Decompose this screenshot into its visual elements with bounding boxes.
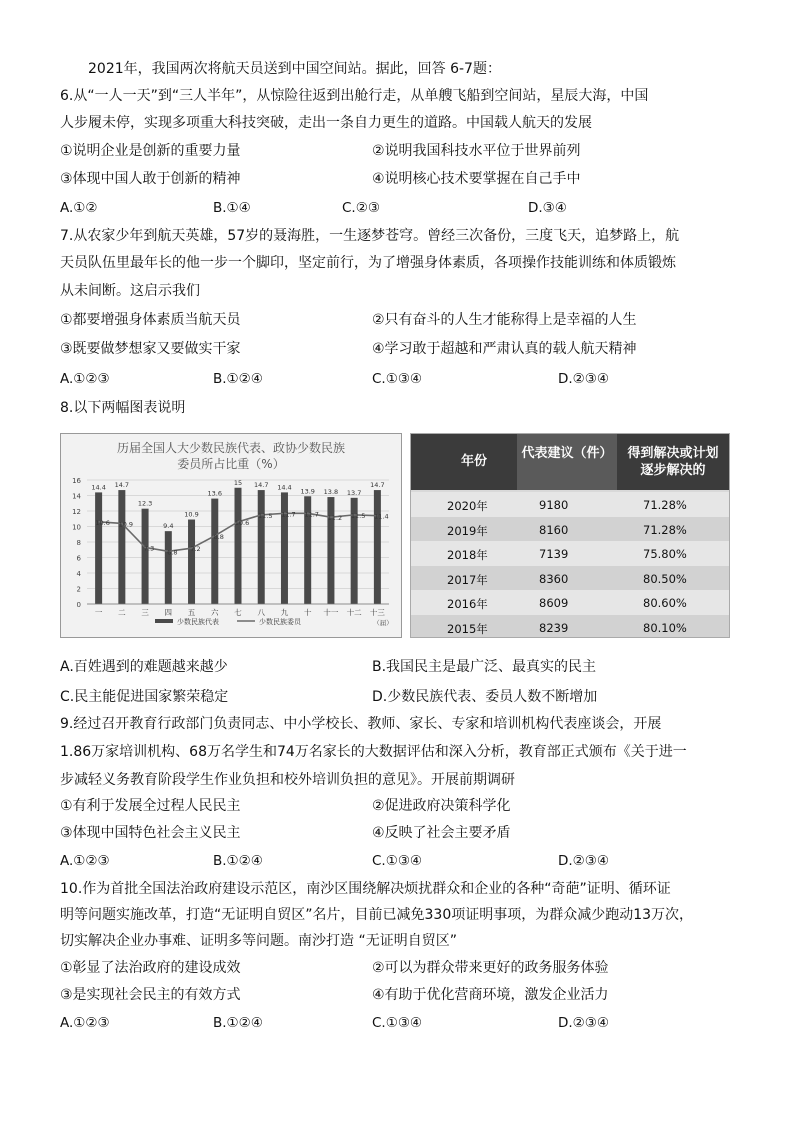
q7-stem-line-1: 7.从农家少年到航天英雄，57岁的聂海胜，一生逐梦苍穹。曾经三次备份，三度飞天，追梦路上，航 xyxy=(60,228,680,244)
bar-4 xyxy=(165,531,172,604)
ethnic-minority-chart xyxy=(60,433,402,638)
table-cell: 2019年 xyxy=(447,523,488,538)
q6-choice-d[interactable]: D.③④ xyxy=(528,200,567,216)
y-tick-label: 12 xyxy=(72,508,81,516)
q10-stem-line-3: 切实解决企业办事难、证明多等问题。南沙打造 “无证明自贸区” xyxy=(60,933,457,949)
q6-item-2: ②说明我国科技水平位于世界前列 xyxy=(372,143,581,159)
q9-item-3: ③体现中国特色社会主义民主 xyxy=(60,825,241,841)
line-label: 7.3 xyxy=(143,544,155,553)
line-label: 11.7 xyxy=(304,510,319,519)
q10-item-2: ②可以为群众带来更好的政务服务体验 xyxy=(372,960,609,976)
x-tick-label: 八 xyxy=(257,608,265,617)
table-cell: 2018年 xyxy=(447,548,488,562)
line-label: 11.5 xyxy=(257,511,273,520)
table-cell: 71.28% xyxy=(643,522,687,537)
q8-stem: 8.以下两幅图表说明 xyxy=(60,400,186,416)
q6-choice-a[interactable]: A.①② xyxy=(60,200,98,216)
table-row xyxy=(411,541,729,566)
q9-item-2: ②促进政府决策科学化 xyxy=(372,798,511,814)
q9-item-4: ④反映了社会主要矛盾 xyxy=(372,825,511,841)
y-tick-label: 4 xyxy=(76,570,81,578)
bar-label: 13.6 xyxy=(207,489,223,498)
y-tick-label: 16 xyxy=(72,477,81,485)
table-row xyxy=(411,517,729,542)
y-tick-label: 6 xyxy=(76,554,81,563)
table-cell: 8609 xyxy=(539,596,569,610)
q6-item-4: ④说明核心技术要掌握在自己手中 xyxy=(372,171,581,187)
y-tick-label: 0 xyxy=(76,601,81,609)
bar-9 xyxy=(281,492,288,604)
table-row xyxy=(411,492,729,517)
bar-label: 14.7 xyxy=(253,481,269,490)
legend-label-line: 少数民族委员 xyxy=(259,618,301,626)
q6-stem-line-1: 6.从“一人一天”到“三人半年”，从惊险往返到出舱行走，从单艘飞船到空间站，星辰大海，中国 xyxy=(60,88,649,104)
x-tick-label: 七 xyxy=(234,608,242,617)
table-header-year: 年份 xyxy=(460,454,487,469)
q7-stem-line-3: 从未间断。这启示我们 xyxy=(60,283,200,299)
bar-7 xyxy=(235,488,242,604)
q7-item-3: ③既要做梦想家又要做实干家 xyxy=(60,341,241,357)
q6-item-1: ①说明企业是创新的重要力量 xyxy=(60,143,241,159)
q7-choice-b[interactable]: B.①②④ xyxy=(213,371,263,387)
q7-choice-d[interactable]: D.②③④ xyxy=(558,371,609,387)
line-label: 11.5 xyxy=(350,511,366,520)
x-tick-label: 四 xyxy=(164,608,173,617)
q9-choice-c[interactable]: C.①③④ xyxy=(372,853,423,869)
q7-stem-line-2: 天员队伍里最年长的他一步一个脚印，坚定前行，为了增强身体素质，各项操作技能训练和体质锻炼 xyxy=(60,255,676,271)
x-tick-label: 十三 xyxy=(369,608,385,617)
q7-item-1: ①都要增强身体素质当航天员 xyxy=(60,312,241,328)
q7-item-4: ④学习敢于超越和严肃认真的载人航天精神 xyxy=(372,341,637,357)
bar-8 xyxy=(258,490,265,604)
q7-choice-a[interactable]: A.①②③ xyxy=(60,371,110,387)
bar-label: 10.9 xyxy=(184,510,199,519)
x-tick-label: 十二 xyxy=(346,608,362,617)
bar-label: 14.7 xyxy=(114,481,130,490)
table-cell: 8360 xyxy=(539,571,569,586)
table-header-proposals-text: 代表建议（件） xyxy=(521,446,613,461)
q9-stem-line-2: 1.86万家培训机构、68万名学生和74万名家长的大数据评估和深入分析，教育部正式颁布《关于进一 xyxy=(60,744,687,760)
x-tick-label: 十一 xyxy=(323,608,339,617)
bar-13 xyxy=(374,490,381,604)
table-header-resolved: 得到解决或计划逐步解决的 xyxy=(627,446,719,478)
bar-label: 13.7 xyxy=(346,488,362,497)
q8-choice-a[interactable]: A.百姓遇到的难题越来越少 xyxy=(60,659,228,675)
table-cell: 8160 xyxy=(539,522,569,537)
q10-item-1: ①彰显了法治政府的建设成效 xyxy=(60,960,241,976)
table-cell: 2015年 xyxy=(447,621,488,636)
bar-3 xyxy=(142,509,149,604)
q10-stem-line-1: 10.作为首批全国法治政府建设示范区，南沙区围绕解决烦扰群众和企业的各种“奇葩”证明、循环证 xyxy=(60,881,671,897)
q10-choice-c[interactable]: C.①③④ xyxy=(372,1015,423,1031)
bar-5 xyxy=(188,520,195,604)
bar-label: 13.9 xyxy=(300,487,315,496)
q10-choice-b[interactable]: B.①②④ xyxy=(213,1015,263,1031)
line-label: 10.6 xyxy=(234,518,250,527)
bar-11 xyxy=(327,497,334,604)
table-header xyxy=(411,434,729,490)
table-header-proposals xyxy=(517,434,617,490)
line-label: 10.9 xyxy=(118,520,134,529)
x-tick-label: 五 xyxy=(187,608,196,617)
table-cell: 71.28% xyxy=(643,498,687,512)
q9-stem-line-1: 9.经过召开教育行政部门负责同志、中小学校长、教师、家长、专家和培训机构代表座谈会，开展 xyxy=(60,716,662,732)
q7-item-2: ②只有奋斗的人生才能称得上是幸福的人生 xyxy=(372,312,637,328)
x-tick-label: 三 xyxy=(141,608,149,617)
q9-choice-b[interactable]: B.①②④ xyxy=(213,853,263,869)
y-tick-label: 10 xyxy=(72,523,81,532)
y-tick-label: 14 xyxy=(72,492,81,501)
bar-label: 14.4 xyxy=(91,483,106,492)
table-cell: 9180 xyxy=(539,498,569,512)
q9-choice-a[interactable]: A.①②③ xyxy=(60,853,110,869)
q6-item-3: ③体现中国人敢于创新的精神 xyxy=(60,171,241,187)
x-tick-label: 二 xyxy=(118,608,126,617)
table-cell: 2017年 xyxy=(447,572,488,587)
table-row xyxy=(411,566,729,591)
bar-label: 12.3 xyxy=(137,499,153,508)
table-cell: 80.50% xyxy=(643,571,687,586)
q10-choice-d[interactable]: D.②③④ xyxy=(558,1015,609,1031)
legend-swatch-bar xyxy=(155,619,173,623)
x-tick-label: 六 xyxy=(211,608,219,617)
proposals-table xyxy=(410,433,730,638)
section-intro: 2021年，我国两次将航天员送到中国空间站。据此，回答 6-7题： xyxy=(88,61,501,77)
q9-choice-d[interactable]: D.②③④ xyxy=(558,853,609,869)
chart-title-line-2: 委员所占比重（%） xyxy=(177,457,285,471)
q7-choice-c[interactable]: C.①③④ xyxy=(372,371,423,387)
bar-1 xyxy=(95,492,102,604)
line-label: 11.2 xyxy=(327,514,343,523)
bar-label: 14.4 xyxy=(277,483,292,492)
q9-stem-line-3: 步减轻义务教育阶段学生作业负担和校外培训负担的意见》。开展前期调研 xyxy=(60,772,515,788)
chart-title-line-1: 历届全国人大少数民族代表、政协少数民族 xyxy=(116,441,346,455)
legend-label-bar: 少数民族代表 xyxy=(177,618,219,626)
q10-item-3: ③是实现社会民主的有效方式 xyxy=(60,987,241,1003)
bar-label: 13.8 xyxy=(323,488,339,497)
x-tick-label: 九 xyxy=(280,608,289,617)
table-row xyxy=(411,615,729,639)
table-cell: 80.10% xyxy=(643,620,687,635)
table-cell: 7139 xyxy=(539,547,569,561)
table-cell: 80.60% xyxy=(643,596,687,610)
table-row xyxy=(411,590,729,615)
table-cell: 2020年 xyxy=(447,499,488,513)
chart-svg xyxy=(61,434,401,637)
q10-item-4: ④有助于优化营商环境，激发企业活力 xyxy=(372,987,609,1003)
table-cell: 2016年 xyxy=(447,597,488,611)
bar-label: 14.7 xyxy=(370,481,385,490)
line-label: 6.8 xyxy=(167,548,178,557)
q8-choice-c[interactable]: C.民主能促进国家繁荣稳定 xyxy=(60,689,229,705)
x-unit-label: （届） xyxy=(373,619,393,627)
bar-label: 9.4 xyxy=(163,522,174,531)
bar-label: 15 xyxy=(233,478,243,487)
line-label: 11.4 xyxy=(374,512,389,521)
table-cell: 8239 xyxy=(539,620,569,635)
line-label: 7.2 xyxy=(190,545,201,554)
x-tick-label: 一 xyxy=(94,608,103,617)
line-label: 8.8 xyxy=(213,532,224,541)
q6-stem-line-2: 人步履未停，实现多项重大科技突破，走出一条自力更生的道路。中国载人航天的发展 xyxy=(60,115,592,131)
bar-6 xyxy=(211,499,218,604)
bar-2 xyxy=(118,490,125,604)
q10-choice-a[interactable]: A.①②③ xyxy=(60,1015,110,1031)
line-label: 10.6 xyxy=(95,518,110,527)
y-tick-label: 8 xyxy=(76,539,81,547)
q8-choice-d[interactable]: D.少数民族代表、委员人数不断增加 xyxy=(372,689,598,705)
q9-item-1: ①有利于发展全过程人民民主 xyxy=(60,798,241,814)
q6-choice-c[interactable]: C.②③ xyxy=(342,200,380,216)
table-cell: 75.80% xyxy=(643,547,687,561)
line-label: 11.7 xyxy=(281,510,296,519)
x-tick-label: 十 xyxy=(303,608,312,617)
q10-stem-line-2: 明等问题实施改革，打造“无证明自贸区”名片，目前已减免330项证明事项，为群众减少跑动13万次， xyxy=(60,907,694,923)
y-tick-label: 2 xyxy=(76,585,81,594)
q6-choice-b[interactable]: B.①④ xyxy=(213,200,251,216)
q8-choice-b[interactable]: B.我国民主是最广泛、最真实的民主 xyxy=(372,659,597,675)
